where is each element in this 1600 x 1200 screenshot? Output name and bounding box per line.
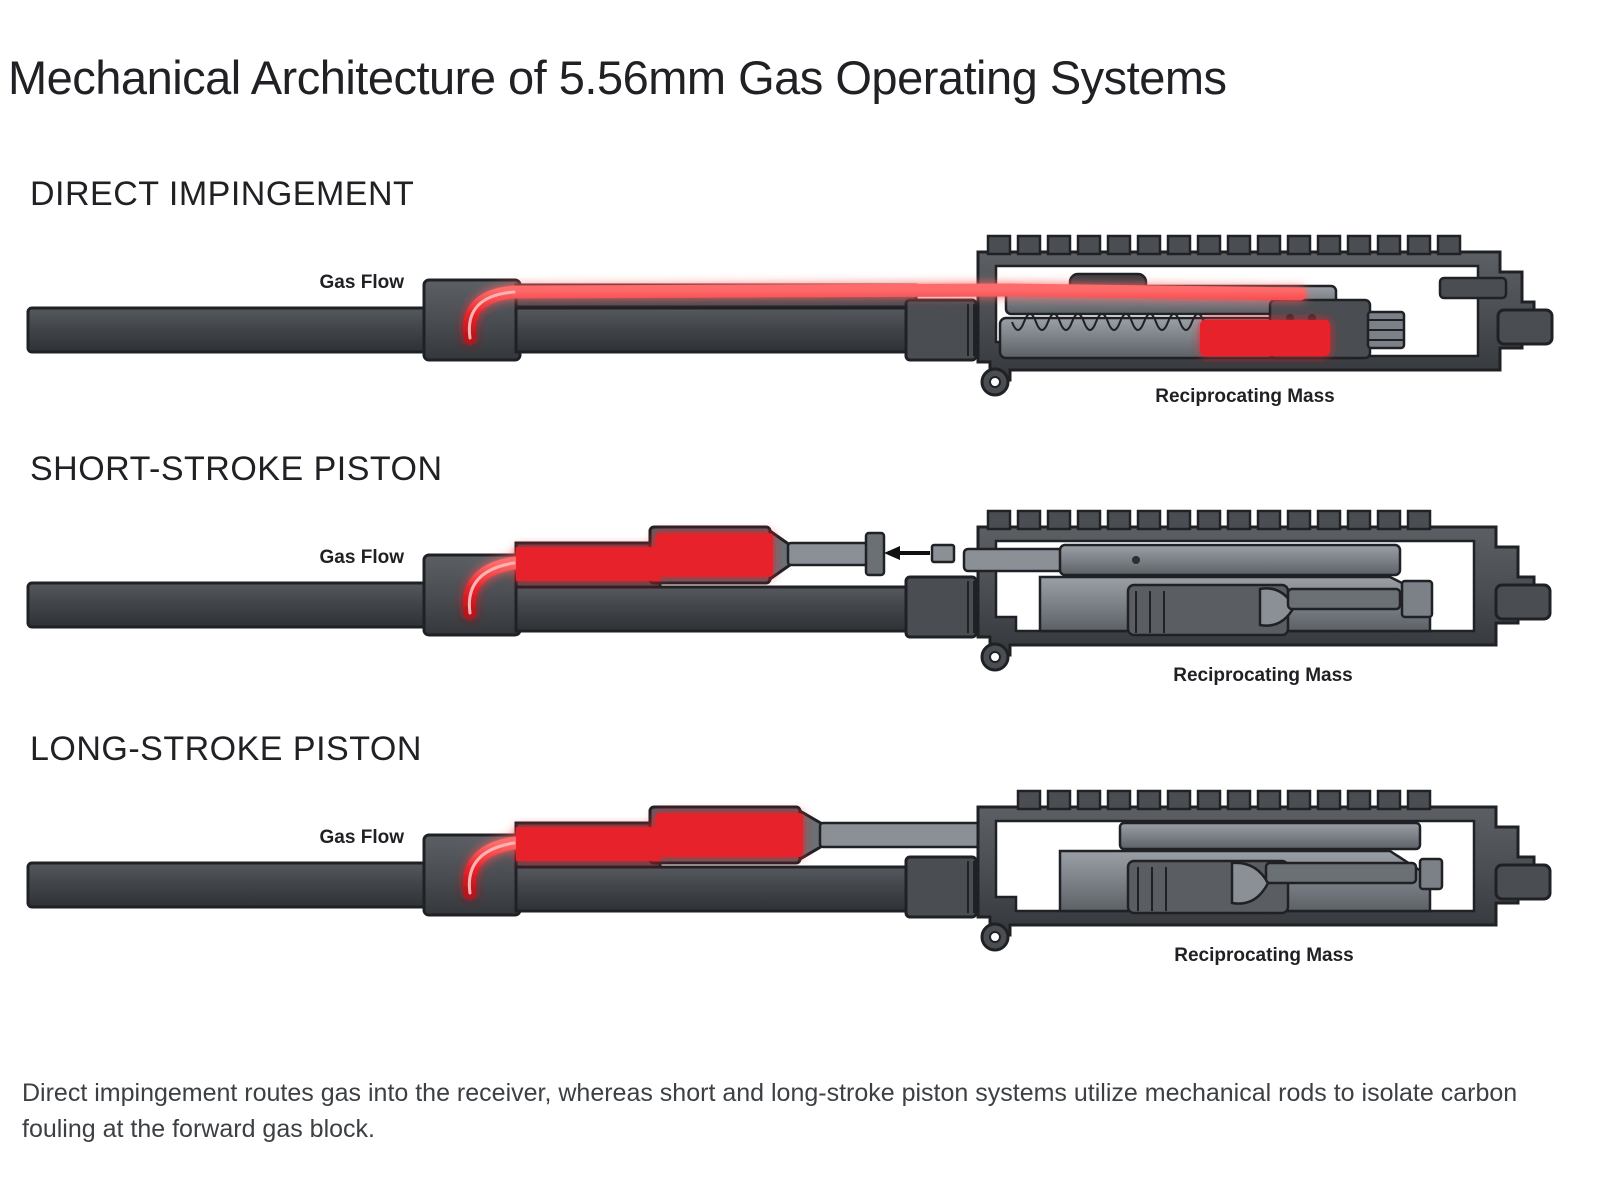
carrier-rail <box>1288 589 1400 609</box>
figure-caption: Direct impingement routes gas into the receiver, whereas short and long-stroke piston systems utilize mechanical rods to isolate carbon fouling at the forward gas block. <box>22 1079 1518 1144</box>
barrel-nut <box>906 577 976 637</box>
buffer-tower <box>1496 585 1550 619</box>
figure-long-stroke-piston <box>0 785 1600 985</box>
barrel <box>28 863 438 907</box>
op-rod-collar <box>866 533 884 575</box>
panel-label-short-stroke-piston: SHORT-STROKE PISTON <box>30 450 443 488</box>
barrel-extension <box>516 587 916 631</box>
reciprocating-mass-label: Reciprocating Mass <box>1173 665 1353 686</box>
carrier-top <box>1120 823 1420 849</box>
carrier-vent <box>1132 556 1140 564</box>
barrel-nut <box>906 300 976 360</box>
page-title: Mechanical Architecture of 5.56mm Gas Operating Systems <box>8 51 1227 104</box>
panel-label-direct-impingement: DIRECT IMPINGEMENT <box>30 175 415 213</box>
bolt-lugs <box>1420 859 1442 889</box>
picatinny-rail <box>988 511 1430 529</box>
gas-flow-label: Gas Flow <box>319 547 404 568</box>
carrier-top <box>1060 545 1400 575</box>
reciprocating-mass-label: Reciprocating Mass <box>1155 386 1335 407</box>
figure-short-stroke-piston <box>0 505 1600 705</box>
bolt-lugs <box>1402 581 1432 617</box>
pivot-pin-hole <box>990 652 1000 662</box>
panel-label-long-stroke-piston: LONG-STROKE PISTON <box>30 730 422 768</box>
buffer-tower <box>1498 310 1552 344</box>
carrier-rail <box>1266 863 1416 883</box>
barrel-nut <box>906 857 976 917</box>
reciprocating-mass-label: Reciprocating Mass <box>1174 945 1354 966</box>
transfer-arrow <box>884 545 954 562</box>
gas-flow-label: Gas Flow <box>319 827 404 848</box>
short-op-rod <box>788 543 872 565</box>
barrel-extension <box>516 308 916 352</box>
barrel <box>28 583 438 627</box>
buffer-tower <box>1496 865 1550 899</box>
gas-flow-label: Gas Flow <box>319 272 404 293</box>
barrel <box>28 308 438 352</box>
charging-handle <box>1440 278 1506 298</box>
figure-direct-impingement <box>0 230 1600 420</box>
pivot-pin-hole <box>990 932 1000 942</box>
pivot-pin-hole <box>990 377 1000 387</box>
barrel-extension <box>516 867 916 911</box>
